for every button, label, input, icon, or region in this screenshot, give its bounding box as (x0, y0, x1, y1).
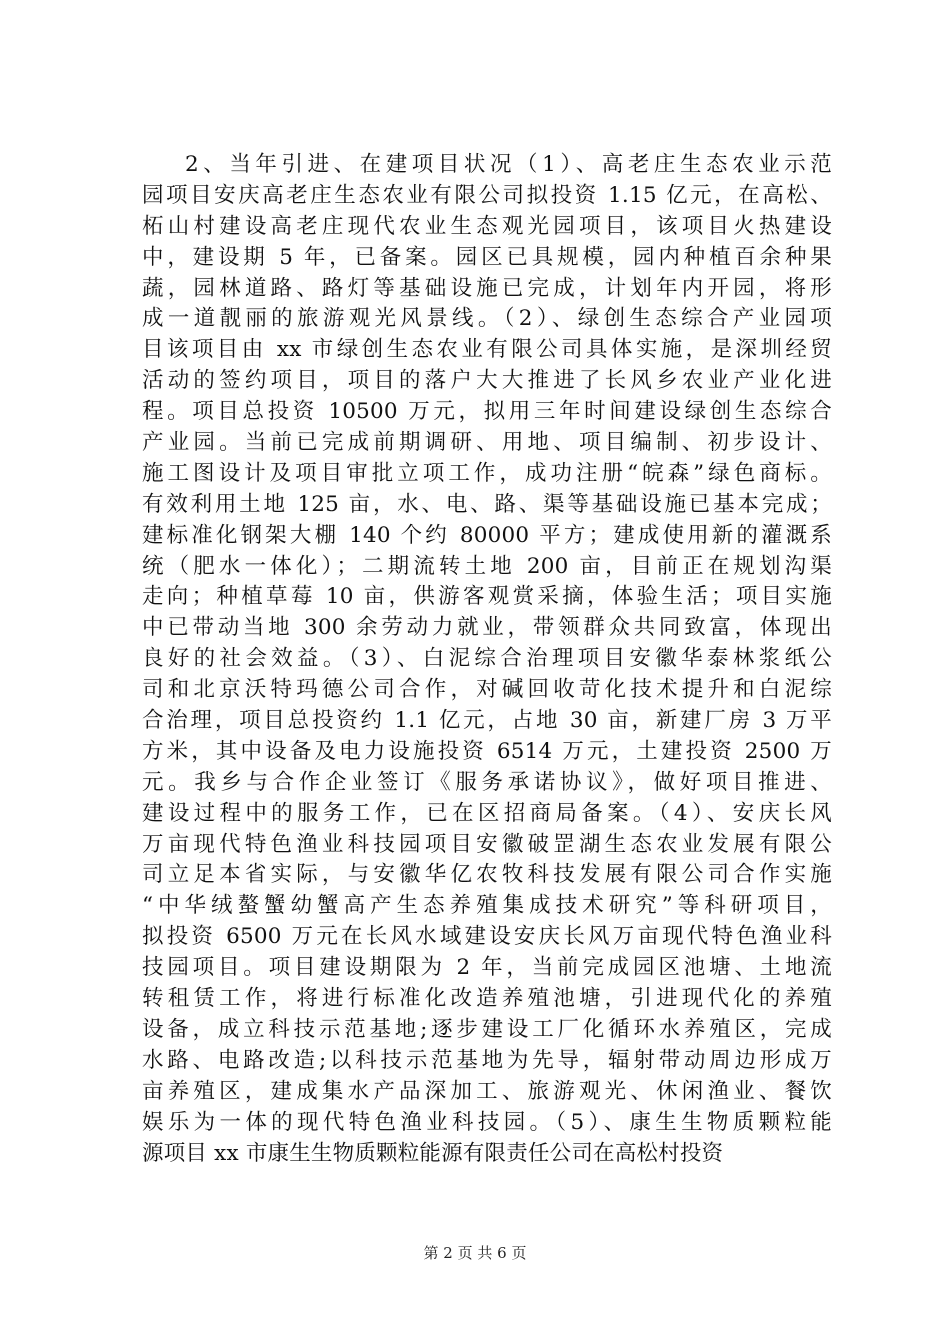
body-paragraph (142, 150, 832, 1169)
text-line: 施工图设计及项目审批立项工作，成功注册“皖森”绿色商标。 (142, 460, 832, 486)
text-line: 源项目 xx 市康生生物质颗粒能源有限责任公司在高松村投资 (142, 1140, 724, 1166)
text-line: 产业园。当前已完成前期调研、用地、项目编制、初步设计、 (142, 430, 832, 456)
text-line: 统（肥水一体化）；二期流转土地 200 亩，目前正在规划沟渠 (142, 553, 832, 579)
text-line: 元。我乡与合作企业签订《服务承诺协议》，做好项目推进、 (142, 769, 832, 795)
text-line: 亩养殖区，建成集水产品深加工、旅游观光、休闲渔业、餐饮 (142, 1078, 832, 1104)
text-line: 转租赁工作，将进行标准化改造养殖池塘，引进现代化的养殖 (142, 986, 832, 1012)
text-line: “中华绒螯蟹幼蟹高产生态养殖集成技术研究”等科研项目， (142, 893, 832, 919)
text-line: 合治理，项目总投资约 1.1 亿元，占地 30 亩，新建厂房 3 万平 (142, 708, 832, 734)
text-line: 司立足本省实际，与安徽华亿农牧科技发展有限公司合作实施 (142, 862, 832, 888)
page-footer (0, 1243, 950, 1263)
text-line: 设备，成立科技示范基地;逐步建设工厂化循环水养殖区，完成 (142, 1016, 832, 1042)
text-line: 水路、电路改造;以科技示范基地为先导，辐射带动周边形成万 (142, 1047, 832, 1073)
text-line: 万亩现代特色渔业科技园项目安徽破罡湖生态农业发展有限公 (142, 831, 832, 857)
text-line: 司和北京沃特玛德公司合作，对碱回收苛化技术提升和白泥综 (142, 677, 832, 703)
text-line: 成一道靓丽的旅游观光风景线。（2）、绿创生态综合产业园项 (142, 306, 832, 332)
text-line: 园项目安庆高老庄生态农业有限公司拟投资 1.15 亿元，在高松、 (142, 182, 832, 208)
text-line: 建设过程中的服务工作，已在区招商局备案。（4）、安庆长风 (142, 800, 832, 826)
text-line: 柘山村建设高老庄现代农业生态观光园项目，该项目火热建设 (142, 213, 832, 239)
text-line: 娱乐为一体的现代特色渔业科技园。（5）、康生生物质颗粒能 (142, 1109, 832, 1135)
text-line: 良好的社会效益。（3）、白泥综合治理项目安徽华泰林浆纸公 (142, 646, 832, 672)
text-line: 2、当年引进、在建项目状况（1）、高老庄生态农业示范 (185, 152, 832, 177)
text-line: 拟投资 6500 万元在长风水域建设安庆长风万亩现代特色渔业科 (142, 924, 832, 950)
text-line: 程。项目总投资 10500 万元，拟用三年时间建设绿创生态综合 (142, 399, 832, 425)
text-line: 中已带动当地 300 余劳动力就业，带领群众共同致富，体现出 (142, 615, 832, 641)
text-line: 建标准化钢架大棚 140 个约 80000 平方；建成使用新的灌溉系 (142, 522, 832, 548)
text-line: 蔬，园林道路、路灯等基础设施已完成，计划年内开园，将形 (142, 275, 832, 301)
text-line: 中，建设期 5 年，已备案。园区已具规模，园内种植百余种果 (142, 244, 832, 270)
text-line: 有效利用土地 125 亩，水、电、路、渠等基础设施已基本完成； (142, 491, 832, 517)
text-line: 活动的签约项目，项目的落户大大推进了长风乡农业产业化进 (142, 368, 832, 394)
text-line: 技园项目。项目建设期限为 2 年，当前完成园区池塘、土地流 (142, 955, 832, 981)
page-number-label: 第 2 页 共 6 页 (423, 1244, 527, 1262)
text-line: 走向；种植草莓 10 亩，供游客观赏采摘，体验生活；项目实施 (142, 584, 832, 610)
text-line: 方米，其中设备及电力设施投资 6514 万元，土建投资 2500 万 (142, 738, 832, 764)
text-line: 目该项目由 xx 市绿创生态农业有限公司具体实施，是深圳经贸 (142, 337, 832, 363)
